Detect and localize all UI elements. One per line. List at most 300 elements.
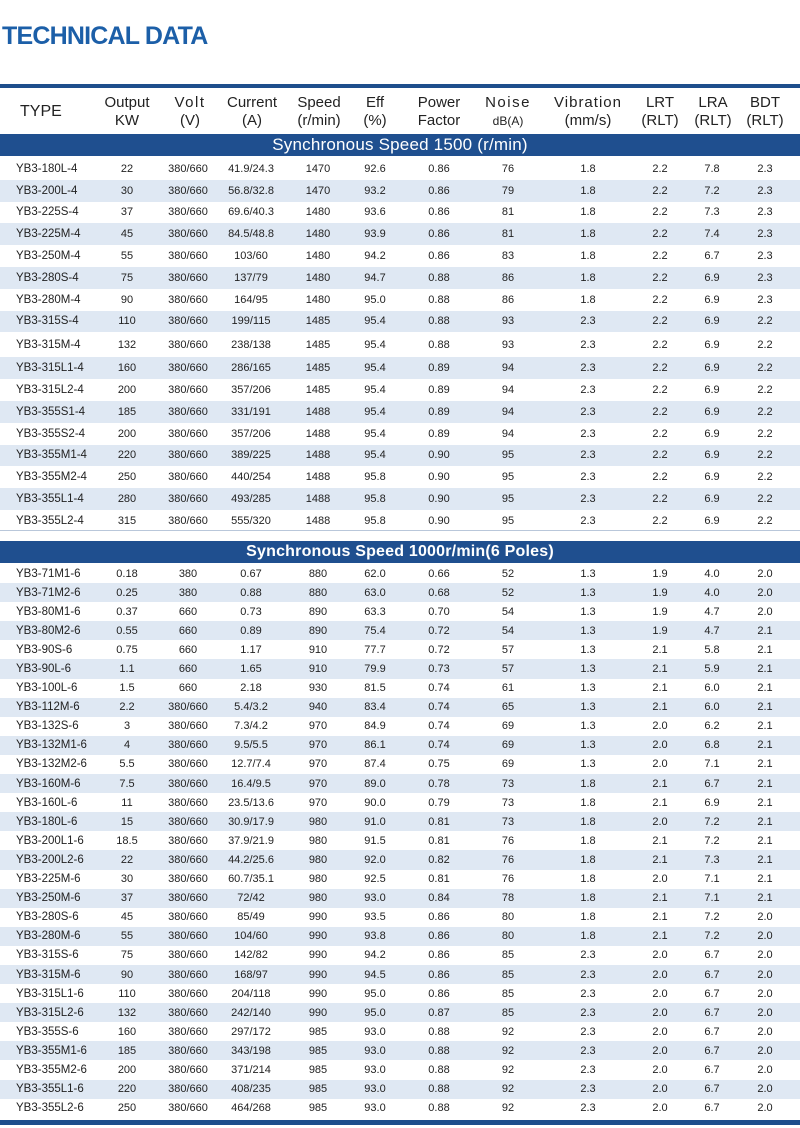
cell-power-factor: 0.88 bbox=[428, 1102, 450, 1115]
table-1500-body bbox=[0, 158, 800, 532]
cell-lra: 6.9 bbox=[704, 362, 720, 375]
cell-type: YB3-315L2-4 bbox=[16, 384, 84, 397]
header-speed bbox=[290, 90, 348, 134]
cell-lra: 6.7 bbox=[704, 1044, 720, 1057]
cell-bdt: 2.1 bbox=[757, 682, 773, 695]
cell-vibration: 2.3 bbox=[580, 493, 596, 506]
header-current bbox=[220, 90, 284, 134]
cell-bdt: 2.0 bbox=[757, 911, 773, 924]
cell-volt: 380/660 bbox=[168, 892, 208, 905]
cell-lra: 4.7 bbox=[704, 624, 720, 637]
cell-power-factor: 0.81 bbox=[428, 834, 450, 847]
cell-power-factor: 0.72 bbox=[428, 624, 450, 637]
cell-bdt: 2.0 bbox=[757, 1006, 773, 1019]
cell-output: 37 bbox=[120, 206, 134, 219]
table-row bbox=[0, 870, 800, 889]
cell-current: 30.9/17.9 bbox=[228, 815, 274, 828]
cell-power-factor: 0.86 bbox=[428, 162, 450, 175]
header-noise-line1: Noise bbox=[485, 94, 531, 111]
cell-vibration: 2.3 bbox=[580, 471, 596, 484]
header-output-line1: Output bbox=[104, 94, 150, 111]
cell-volt: 380/660 bbox=[168, 873, 208, 886]
table-row bbox=[0, 1080, 800, 1099]
cell-output: 11 bbox=[121, 796, 133, 809]
cell-speed: 930 bbox=[308, 682, 328, 695]
cell-output: 0.37 bbox=[116, 605, 138, 618]
cell-eff: 89.0 bbox=[364, 777, 386, 790]
cell-power-factor: 0.88 bbox=[428, 1025, 450, 1038]
cell-output: 2.2 bbox=[119, 701, 135, 714]
cell-lra: 6.2 bbox=[704, 720, 720, 733]
cell-noise: 69 bbox=[501, 739, 515, 752]
cell-eff: 93.6 bbox=[364, 206, 386, 219]
cell-lra: 6.7 bbox=[704, 777, 720, 790]
cell-output: 45 bbox=[120, 228, 134, 241]
cell-power-factor: 0.89 bbox=[428, 427, 450, 440]
cell-output: 185 bbox=[117, 1044, 137, 1057]
cell-noise: 54 bbox=[501, 605, 515, 618]
header-volt-line1: Volt bbox=[174, 94, 206, 111]
cell-vibration: 2.3 bbox=[580, 362, 596, 375]
cell-noise: 76 bbox=[501, 853, 515, 866]
cell-noise: 94 bbox=[501, 384, 515, 397]
cell-lrt: 1.9 bbox=[652, 624, 668, 637]
cell-type: YB3-90S-6 bbox=[16, 643, 73, 656]
cell-eff: 95.0 bbox=[364, 293, 386, 306]
cell-lra: 6.7 bbox=[704, 1025, 720, 1038]
cell-speed: 980 bbox=[308, 815, 328, 828]
cell-speed: 990 bbox=[308, 930, 328, 943]
cell-output: 90 bbox=[120, 968, 134, 981]
table-row bbox=[0, 510, 800, 532]
cell-output: 160 bbox=[117, 1025, 137, 1038]
cell-vibration: 1.8 bbox=[580, 834, 596, 847]
cell-type: YB3-355M1-4 bbox=[16, 449, 87, 462]
header-lrt bbox=[636, 90, 684, 134]
cell-power-factor: 0.86 bbox=[428, 968, 450, 981]
cell-noise: 81 bbox=[501, 228, 515, 241]
cell-power-factor: 0.74 bbox=[428, 720, 450, 733]
cell-output: 90 bbox=[120, 293, 134, 306]
cell-vibration: 1.3 bbox=[580, 701, 596, 714]
cell-current: 23.5/13.6 bbox=[228, 796, 274, 809]
cell-lrt: 2.2 bbox=[652, 449, 668, 462]
cell-speed: 990 bbox=[308, 1006, 328, 1019]
cell-speed: 1470 bbox=[305, 162, 331, 175]
cell-vibration: 1.8 bbox=[580, 853, 596, 866]
cell-noise: 86 bbox=[501, 293, 515, 306]
table-row bbox=[0, 1060, 800, 1079]
cell-speed: 985 bbox=[308, 1102, 328, 1115]
cell-type: YB3-355S1-4 bbox=[16, 405, 86, 418]
cell-lra: 6.9 bbox=[704, 427, 720, 440]
cell-speed: 880 bbox=[308, 586, 328, 599]
cell-output: 75 bbox=[120, 949, 134, 962]
cell-volt: 380/660 bbox=[168, 293, 208, 306]
cell-vibration: 1.8 bbox=[580, 892, 596, 905]
cell-vibration: 2.3 bbox=[580, 315, 596, 328]
cell-output: 1.1 bbox=[119, 663, 135, 676]
cell-lra: 7.2 bbox=[704, 834, 720, 847]
cell-eff: 94.2 bbox=[364, 949, 386, 962]
cell-vibration: 1.8 bbox=[580, 162, 596, 175]
cell-power-factor: 0.82 bbox=[428, 853, 450, 866]
table-row bbox=[0, 158, 800, 180]
cell-volt: 380/660 bbox=[168, 1025, 208, 1038]
cell-noise: 85 bbox=[501, 968, 515, 981]
table-row bbox=[0, 640, 800, 659]
cell-speed: 1488 bbox=[305, 427, 331, 440]
cell-vibration: 1.3 bbox=[580, 720, 596, 733]
cell-noise: 61 bbox=[501, 682, 515, 695]
cell-lra: 6.7 bbox=[704, 1063, 720, 1076]
header-eff bbox=[352, 90, 398, 134]
cell-lra: 7.1 bbox=[704, 892, 720, 905]
cell-noise: 95 bbox=[501, 449, 515, 462]
cell-vibration: 2.3 bbox=[580, 1025, 596, 1038]
cell-speed: 1485 bbox=[305, 338, 331, 351]
cell-volt: 380/660 bbox=[168, 338, 208, 351]
cell-current: 389/225 bbox=[231, 449, 271, 462]
cell-power-factor: 0.72 bbox=[428, 643, 450, 656]
cell-bdt: 2.0 bbox=[757, 968, 773, 981]
cell-output: 5.5 bbox=[119, 758, 135, 771]
cell-output: 0.55 bbox=[116, 624, 138, 637]
cell-lra: 6.9 bbox=[704, 514, 720, 527]
cell-volt: 380/660 bbox=[168, 1006, 208, 1019]
cell-vibration: 1.8 bbox=[580, 293, 596, 306]
cell-type: YB3-280S-6 bbox=[16, 911, 79, 924]
cell-vibration: 1.3 bbox=[580, 663, 596, 676]
table-row bbox=[0, 736, 800, 755]
cell-lrt: 2.0 bbox=[652, 949, 668, 962]
cell-lrt: 2.1 bbox=[652, 930, 668, 943]
cell-output: 45 bbox=[120, 911, 134, 924]
cell-volt: 380 bbox=[178, 586, 198, 599]
cell-lra: 6.7 bbox=[704, 1102, 720, 1115]
cell-type: YB3-280M-6 bbox=[16, 930, 81, 943]
cell-eff: 95.4 bbox=[364, 384, 386, 397]
cell-eff: 81.5 bbox=[364, 682, 386, 695]
cell-output: 1.5 bbox=[119, 682, 135, 695]
cell-lrt: 2.0 bbox=[652, 1083, 668, 1096]
cell-lra: 6.9 bbox=[704, 315, 720, 328]
cell-power-factor: 0.79 bbox=[428, 796, 450, 809]
table-row bbox=[0, 850, 800, 869]
cell-speed: 1480 bbox=[305, 206, 331, 219]
cell-volt: 380/660 bbox=[168, 1083, 208, 1096]
cell-eff: 95.4 bbox=[364, 449, 386, 462]
cell-eff: 93.0 bbox=[364, 1025, 386, 1038]
table-row bbox=[0, 927, 800, 946]
header-current-line2: (A) bbox=[242, 112, 262, 129]
cell-noise: 85 bbox=[501, 987, 515, 1000]
cell-current: 7.3/4.2 bbox=[234, 720, 268, 733]
cell-lrt: 1.9 bbox=[652, 567, 668, 580]
cell-bdt: 2.2 bbox=[757, 471, 773, 484]
cell-current: 440/254 bbox=[231, 471, 271, 484]
cell-current: 137/79 bbox=[234, 271, 268, 284]
cell-bdt: 2.1 bbox=[757, 815, 773, 828]
cell-vibration: 2.3 bbox=[580, 338, 596, 351]
cell-volt: 380/660 bbox=[168, 493, 208, 506]
cell-type: YB3-160L-6 bbox=[16, 796, 78, 809]
cell-type: YB3-315S-4 bbox=[16, 315, 79, 328]
cell-type: YB3-280S-4 bbox=[16, 271, 79, 284]
cell-lra: 7.1 bbox=[704, 873, 720, 886]
table-row bbox=[0, 223, 800, 245]
cell-noise: 83 bbox=[501, 250, 515, 263]
cell-speed: 985 bbox=[308, 1025, 328, 1038]
cell-vibration: 1.8 bbox=[580, 228, 596, 241]
cell-power-factor: 0.86 bbox=[428, 930, 450, 943]
cell-noise: 81 bbox=[501, 206, 515, 219]
cell-speed: 1470 bbox=[305, 184, 331, 197]
cell-speed: 980 bbox=[308, 834, 328, 847]
cell-current: 104/60 bbox=[234, 930, 268, 943]
cell-lrt: 2.1 bbox=[652, 796, 668, 809]
table-row bbox=[0, 602, 800, 621]
cell-lrt: 2.2 bbox=[652, 162, 668, 175]
cell-bdt: 2.2 bbox=[757, 514, 773, 527]
cell-power-factor: 0.89 bbox=[428, 362, 450, 375]
cell-power-factor: 0.70 bbox=[428, 605, 450, 618]
cell-vibration: 2.3 bbox=[580, 1083, 596, 1096]
cell-output: 0.18 bbox=[116, 567, 138, 580]
cell-lrt: 2.1 bbox=[652, 892, 668, 905]
cell-speed: 1485 bbox=[305, 384, 331, 397]
cell-volt: 660 bbox=[178, 605, 198, 618]
table-row bbox=[0, 332, 800, 357]
cell-output: 15 bbox=[120, 815, 134, 828]
cell-lra: 6.0 bbox=[704, 701, 720, 714]
cell-volt: 380/660 bbox=[168, 471, 208, 484]
cell-eff: 79.9 bbox=[364, 663, 386, 676]
cell-bdt: 2.2 bbox=[757, 315, 773, 328]
cell-power-factor: 0.90 bbox=[428, 471, 450, 484]
cell-output: 185 bbox=[117, 405, 137, 418]
cell-output: 200 bbox=[117, 427, 137, 440]
cell-volt: 380/660 bbox=[168, 720, 208, 733]
cell-eff: 93.0 bbox=[364, 1044, 386, 1057]
header-lra bbox=[690, 90, 736, 134]
cell-vibration: 2.3 bbox=[580, 384, 596, 397]
cell-lra: 6.9 bbox=[704, 271, 720, 284]
cell-eff: 95.4 bbox=[364, 362, 386, 375]
cell-type: YB3-315M-4 bbox=[16, 338, 81, 351]
cell-noise: 79 bbox=[501, 184, 515, 197]
cell-volt: 380/660 bbox=[168, 162, 208, 175]
cell-speed: 990 bbox=[308, 911, 328, 924]
cell-volt: 380/660 bbox=[168, 930, 208, 943]
cell-lrt: 2.2 bbox=[652, 338, 668, 351]
cell-volt: 380/660 bbox=[168, 384, 208, 397]
cell-power-factor: 0.88 bbox=[428, 315, 450, 328]
cell-volt: 380/660 bbox=[168, 777, 208, 790]
cell-vibration: 2.3 bbox=[580, 1063, 596, 1076]
cell-vibration: 1.3 bbox=[580, 624, 596, 637]
header-lrt-line1: LRT bbox=[645, 94, 675, 111]
cell-volt: 380/660 bbox=[168, 184, 208, 197]
cell-current: 464/268 bbox=[231, 1102, 271, 1115]
cell-current: 168/97 bbox=[234, 968, 268, 981]
cell-power-factor: 0.88 bbox=[428, 1083, 450, 1096]
cell-type: YB3-180L-6 bbox=[16, 815, 78, 828]
cell-volt: 380/660 bbox=[168, 228, 208, 241]
cell-power-factor: 0.90 bbox=[428, 449, 450, 462]
cell-current: 85/49 bbox=[237, 911, 265, 924]
cell-lra: 6.9 bbox=[704, 384, 720, 397]
cell-current: 2.18 bbox=[240, 682, 262, 695]
cell-noise: 92 bbox=[501, 1044, 515, 1057]
cell-bdt: 2.0 bbox=[757, 586, 773, 599]
cell-current: 56.8/32.8 bbox=[228, 184, 274, 197]
cell-lrt: 2.1 bbox=[652, 834, 668, 847]
header-bdt-line1: BDT bbox=[750, 94, 780, 111]
cell-vibration: 1.8 bbox=[580, 873, 596, 886]
cell-lrt: 2.2 bbox=[652, 315, 668, 328]
cell-bdt: 2.3 bbox=[757, 228, 773, 241]
cell-current: 199/115 bbox=[231, 315, 271, 328]
cell-noise: 73 bbox=[501, 777, 515, 790]
cell-power-factor: 0.74 bbox=[428, 701, 450, 714]
cell-power-factor: 0.74 bbox=[428, 739, 450, 752]
cell-bdt: 2.3 bbox=[757, 206, 773, 219]
cell-lrt: 2.1 bbox=[652, 777, 668, 790]
cell-lra: 4.0 bbox=[704, 586, 720, 599]
cell-lrt: 2.0 bbox=[652, 873, 668, 886]
cell-current: 343/198 bbox=[231, 1044, 271, 1057]
cell-speed: 990 bbox=[308, 987, 328, 1000]
header-vibration-line2: (mm/s) bbox=[564, 112, 612, 129]
cell-bdt: 2.1 bbox=[757, 853, 773, 866]
table-row bbox=[0, 289, 800, 311]
table-row bbox=[0, 401, 800, 423]
cell-output: 315 bbox=[117, 514, 137, 527]
cell-power-factor: 0.88 bbox=[428, 293, 450, 306]
cell-noise: 52 bbox=[501, 567, 515, 580]
cell-lrt: 2.0 bbox=[652, 758, 668, 771]
cell-output: 200 bbox=[117, 384, 137, 397]
cell-vibration: 2.3 bbox=[580, 1102, 596, 1115]
cell-power-factor: 0.73 bbox=[428, 663, 450, 676]
cell-vibration: 1.8 bbox=[580, 184, 596, 197]
cell-type: YB3-355L2-6 bbox=[16, 1102, 84, 1115]
table-row bbox=[0, 1099, 800, 1118]
cell-type: YB3-132M1-6 bbox=[16, 739, 87, 752]
cell-output: 220 bbox=[117, 449, 137, 462]
cell-lra: 6.9 bbox=[704, 293, 720, 306]
cell-type: YB3-315L2-6 bbox=[16, 1006, 84, 1019]
cell-type: YB3-355L1-4 bbox=[16, 493, 84, 506]
cell-eff: 93.9 bbox=[364, 228, 386, 241]
cell-noise: 76 bbox=[501, 873, 515, 886]
cell-lrt: 2.2 bbox=[652, 293, 668, 306]
cell-current: 69.6/40.3 bbox=[228, 206, 274, 219]
cell-volt: 380/660 bbox=[168, 271, 208, 284]
cell-lra: 6.7 bbox=[704, 968, 720, 981]
cell-eff: 93.0 bbox=[364, 1083, 386, 1096]
cell-eff: 63.3 bbox=[364, 605, 386, 618]
cell-bdt: 2.2 bbox=[757, 449, 773, 462]
cell-noise: 92 bbox=[501, 1102, 515, 1115]
header-power-factor-line1: Power bbox=[417, 94, 461, 111]
cell-lra: 6.7 bbox=[704, 250, 720, 263]
cell-volt: 380/660 bbox=[168, 796, 208, 809]
cell-vibration: 2.3 bbox=[580, 1006, 596, 1019]
cell-speed: 890 bbox=[308, 624, 328, 637]
table-row bbox=[0, 488, 800, 510]
cell-volt: 380/660 bbox=[168, 206, 208, 219]
cell-speed: 1488 bbox=[305, 449, 331, 462]
cell-current: 357/206 bbox=[231, 427, 271, 440]
cell-noise: 95 bbox=[501, 514, 515, 527]
cell-volt: 380/660 bbox=[168, 315, 208, 328]
cell-speed: 1480 bbox=[305, 271, 331, 284]
cell-power-factor: 0.90 bbox=[428, 493, 450, 506]
table-row bbox=[0, 831, 800, 850]
cell-output: 37 bbox=[120, 892, 134, 905]
cell-lra: 7.4 bbox=[704, 228, 720, 241]
cell-current: 371/214 bbox=[231, 1063, 271, 1076]
cell-power-factor: 0.89 bbox=[428, 405, 450, 418]
cell-lrt: 2.2 bbox=[652, 384, 668, 397]
cell-noise: 80 bbox=[501, 930, 515, 943]
table-row bbox=[0, 202, 800, 224]
cell-current: 103/60 bbox=[234, 250, 268, 263]
cell-eff: 83.4 bbox=[364, 701, 386, 714]
cell-bdt: 2.1 bbox=[757, 873, 773, 886]
cell-eff: 91.0 bbox=[364, 815, 386, 828]
cell-lrt: 2.1 bbox=[652, 663, 668, 676]
cell-eff: 86.1 bbox=[364, 739, 386, 752]
cell-bdt: 2.0 bbox=[757, 1083, 773, 1096]
cell-volt: 380/660 bbox=[168, 815, 208, 828]
cell-type: YB3-225M-6 bbox=[16, 873, 81, 886]
table-row bbox=[0, 1003, 800, 1022]
cell-output: 132 bbox=[117, 1006, 137, 1019]
header-type bbox=[20, 90, 90, 134]
cell-type: YB3-71M1-6 bbox=[16, 567, 81, 580]
cell-power-factor: 0.81 bbox=[428, 815, 450, 828]
header-power-factor bbox=[408, 90, 470, 134]
cell-lra: 6.7 bbox=[704, 1006, 720, 1019]
cell-current: 493/285 bbox=[231, 493, 271, 506]
cell-volt: 380/660 bbox=[168, 362, 208, 375]
cell-output: 280 bbox=[117, 493, 137, 506]
table-row bbox=[0, 466, 800, 488]
cell-noise: 94 bbox=[501, 405, 515, 418]
cell-lra: 6.9 bbox=[704, 471, 720, 484]
cell-output: 18.5 bbox=[116, 834, 138, 847]
cell-current: 9.5/5.5 bbox=[234, 739, 268, 752]
cell-current: 84.5/48.8 bbox=[228, 228, 274, 241]
cell-lra: 6.9 bbox=[704, 338, 720, 351]
cell-vibration: 1.8 bbox=[580, 911, 596, 924]
table-row bbox=[0, 621, 800, 640]
cell-power-factor: 0.86 bbox=[428, 987, 450, 1000]
cell-vibration: 1.8 bbox=[580, 930, 596, 943]
cell-volt: 660 bbox=[178, 624, 198, 637]
cell-current: 555/320 bbox=[231, 514, 271, 527]
table-row bbox=[0, 755, 800, 774]
cell-lrt: 2.2 bbox=[652, 250, 668, 263]
header-speed-line1: Speed bbox=[297, 94, 341, 111]
cell-current: 242/140 bbox=[231, 1006, 271, 1019]
cell-type: YB3-225M-4 bbox=[16, 228, 81, 241]
cell-type: YB3-132M2-6 bbox=[16, 758, 87, 771]
header-volt bbox=[162, 90, 218, 134]
